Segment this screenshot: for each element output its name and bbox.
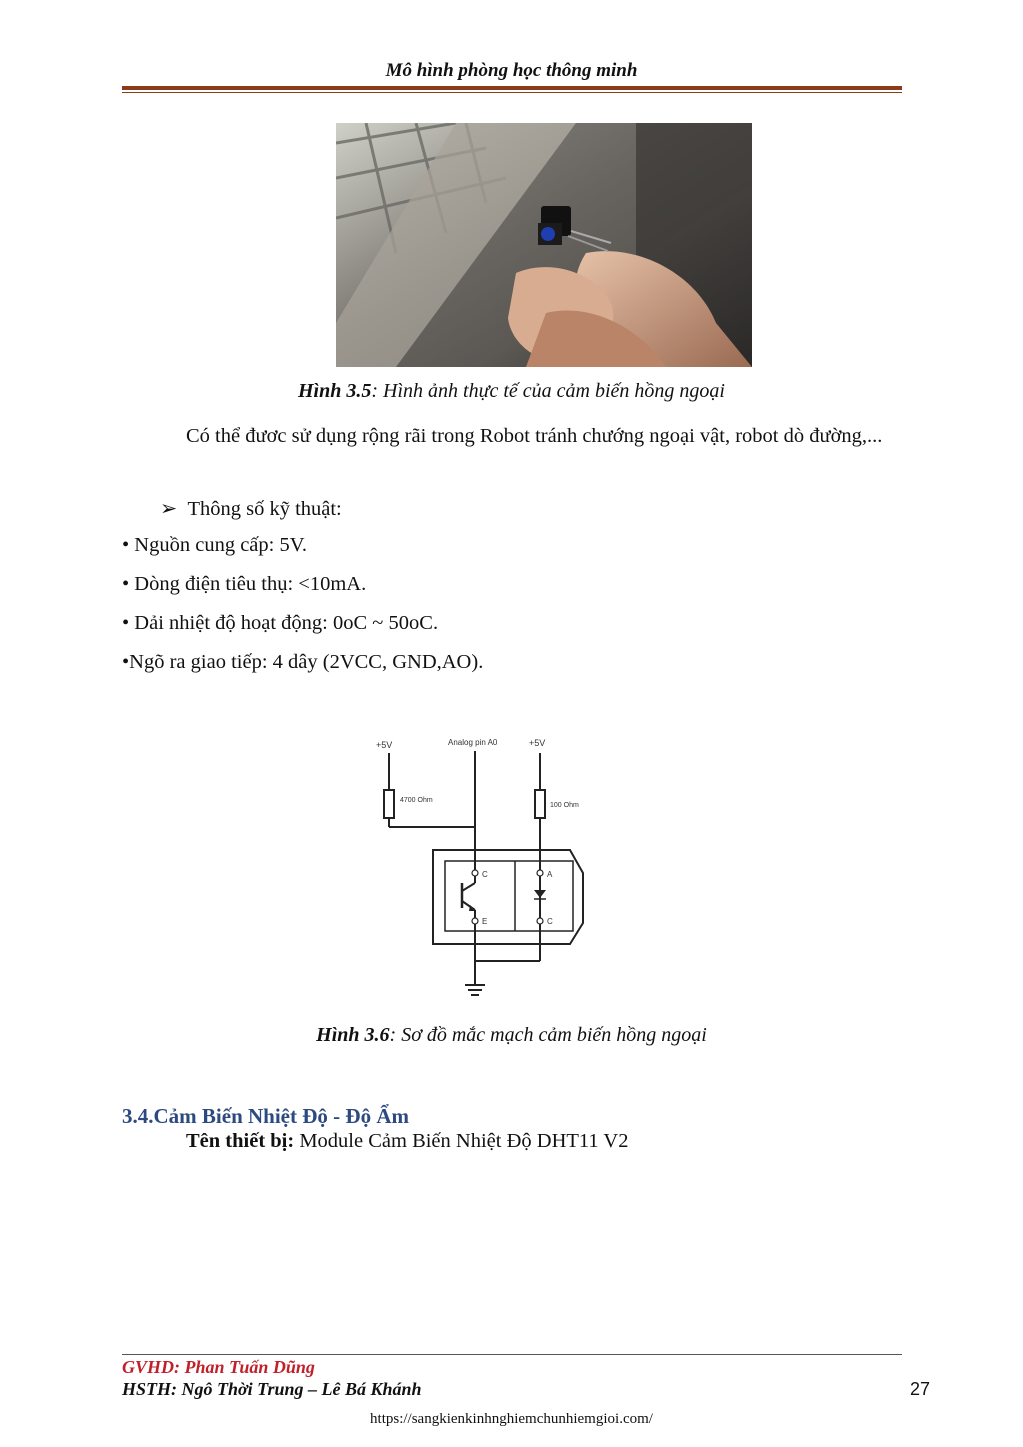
header-rule (122, 86, 902, 90)
body-paragraph: Có thể đươc sử dụng rộng rãi trong Robot tránh chướng ngoại vật, robot dò đường,... (186, 425, 883, 447)
caption-label: Hình 3.6 (316, 1024, 390, 1046)
circuit-diagram (370, 733, 600, 1005)
running-header: Mô hình phòng học thông minh (385, 60, 638, 81)
caption-label: Hình 3.5 (298, 380, 372, 402)
pin-label-e: E (482, 917, 488, 926)
figure-caption-3-5 (0, 380, 1023, 403)
device-value: Module Cảm Biến Nhiệt Độ DHT11 V2 (294, 1130, 629, 1152)
footer-advisor: GVHD: Phan Tuấn Dũng (122, 1357, 315, 1377)
pin-label-a: A (547, 870, 553, 879)
arrow-bullet-icon: ➢ (160, 498, 178, 520)
spec-item: •Ngõ ra giao tiếp: 4 dây (2VCC, GND,AO). (122, 651, 484, 673)
header-rule-thin (122, 92, 902, 93)
section-heading: 3.4.Cảm Biến Nhiệt Độ - Độ Ẩm (122, 1104, 409, 1128)
device-line (186, 1130, 628, 1153)
pin-label-c: C (482, 870, 488, 879)
figure-caption-3-6 (0, 1024, 1023, 1047)
spec-heading (160, 496, 342, 521)
pin-label-c2: C (547, 917, 553, 926)
caption-text: : Hình ảnh thực tế của cảm biến hồng ngoại (371, 380, 725, 402)
label-resistor-100: 100 Ohm (550, 802, 579, 809)
ir-sensor-photo (336, 123, 752, 367)
spec-item: • Dòng điện tiêu thụ: <10mA. (122, 573, 367, 595)
label-vcc-right: +5V (529, 738, 546, 748)
label-resistor-4700: 4700 Ohm (400, 797, 433, 804)
footer-students: HSTH: Ngô Thời Trung – Lê Bá Khánh (122, 1379, 422, 1399)
label-analog-pin: Analog pin A0 (448, 738, 498, 747)
footer-url: https://sangkienkinhnghiemchunhiemgioi.com/ (370, 1411, 653, 1427)
spec-heading-text: Thông số kỹ thuật: (187, 498, 342, 520)
spec-item: • Dải nhiệt độ hoạt động: 0oC ~ 50oC. (122, 612, 439, 634)
label-vcc-left: +5V (376, 740, 393, 750)
caption-text: : Sơ đồ mắc mạch cảm biến hồng ngoại (389, 1024, 707, 1046)
device-label: Tên thiết bị: (186, 1130, 295, 1152)
page-number: 27 (909, 1379, 930, 1399)
spec-item: • Nguồn cung cấp: 5V. (122, 534, 308, 556)
footer-rule (122, 1354, 902, 1355)
